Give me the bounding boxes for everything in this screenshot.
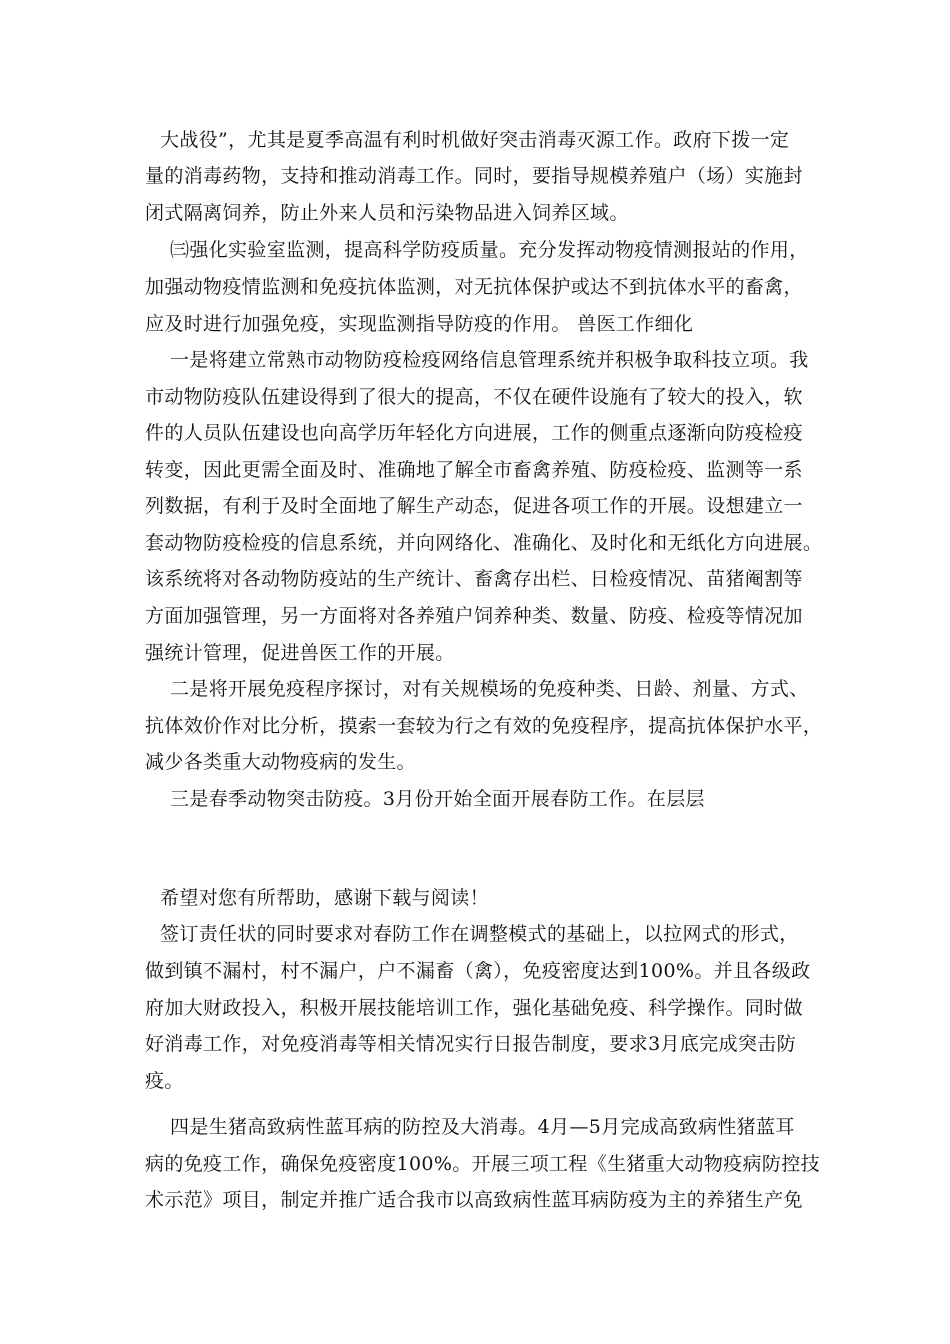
text-line: 列数据，有利于及时全面地了解生产动态，促进各项工作的开展。设想建立一 [145,495,803,517]
text-line: 大战役”，尤其是夏季高温有利时机做好突击消毒灭源工作。政府下拨一定 [160,129,790,151]
text-line: 转变，因此更需全面及时、准确地了解全市畜禽养殖、防疫检疫、监测等一系 [145,459,803,481]
text-line: 件的人员队伍建设也向高学历年轻化方向进展，工作的侧重点逐渐向防疫检疫 [145,422,803,444]
closing-note: 希望对您有所帮助，感谢下载与阅读！ [160,887,489,909]
text-line: 减少各类重大动物疫病的发生。 [145,751,416,773]
text-line: 加强动物疫情监测和免疫抗体监测，对无抗体保护或达不到抗体水平的畜禽， [145,276,803,298]
text-line: 抗体效价作对比分析，摸索一套较为行之有效的免疫程序，提高抗体保护水平， [145,715,823,737]
text-line: 强统计管理，促进兽医工作的开展。 [145,642,455,664]
text-line: 做到镇不漏村，村不漏户，户不漏畜（禽），免疫密度达到100%。并且各级政 [145,960,811,982]
text-line: 套动物防疫检疫的信息系统，并向网络化、准确化、及时化和无纸化方向进展。 [145,532,823,554]
text-line: 量的消毒药物，支持和推动消毒工作。同时，要指导规模养殖户（场）实施封 [145,165,803,187]
text-line: 市动物防疫队伍建设得到了很大的提高，不仅在硬件设施有了较大的投入，软 [145,386,803,408]
text-line: 应及时进行加强免疫，实现监测指导防疫的作用。 兽医工作细化 [145,313,694,335]
text-line: 好消毒工作，对免疫消毒等相关情况实行日报告制度，要求3月底完成突击防 [145,1033,796,1055]
text-line: 术示范》项目，制定并推广适合我市以高致病性蓝耳病防疫为主的养猪生产免 [145,1189,803,1211]
text-line: 府加大财政投入，积极开展技能培训工作，强化基础免疫、科学操作。同时做 [145,997,803,1019]
text-line: 三是春季动物突击防疫。3月份开始全面开展春防工作。在层层 [170,788,705,810]
text-line: 方面加强管理，另一方面将对各养殖户饲养种类、数量、防疫、检疫等情况加 [145,605,803,627]
text-line: 一是将建立常熟市动物防疫检疫网络信息管理系统并积极争取科技立项。我 [170,349,809,371]
text-line: 签订责任状的同时要求对春防工作在调整模式的基础上，以拉网式的形式， [160,923,799,945]
text-line: 疫。 [145,1070,184,1092]
text-line: 四是生猪高致病性蓝耳病的防控及大消毒。4月—5月完成高致病性猪蓝耳 [170,1116,795,1138]
text-line: 二是将开展免疫程序探讨，对有关规模场的免疫种类、日龄、剂量、方式、 [170,678,809,700]
text-line: 病的免疫工作，确保免疫密度100%。开展三项工程《生猪重大动物疫病防控技 [145,1153,820,1175]
text-line: 该系统将对各动物防疫站的生产统计、畜禽存出栏、日检疫情况、苗猪阉割等 [145,568,803,590]
text-line: ㈢强化实验室监测，提高科学防疫质量。充分发挥动物疫情测报站的作用， [170,239,809,261]
text-line: 闭式隔离饲养，防止外来人员和污染物品进入饲养区域。 [145,202,629,224]
